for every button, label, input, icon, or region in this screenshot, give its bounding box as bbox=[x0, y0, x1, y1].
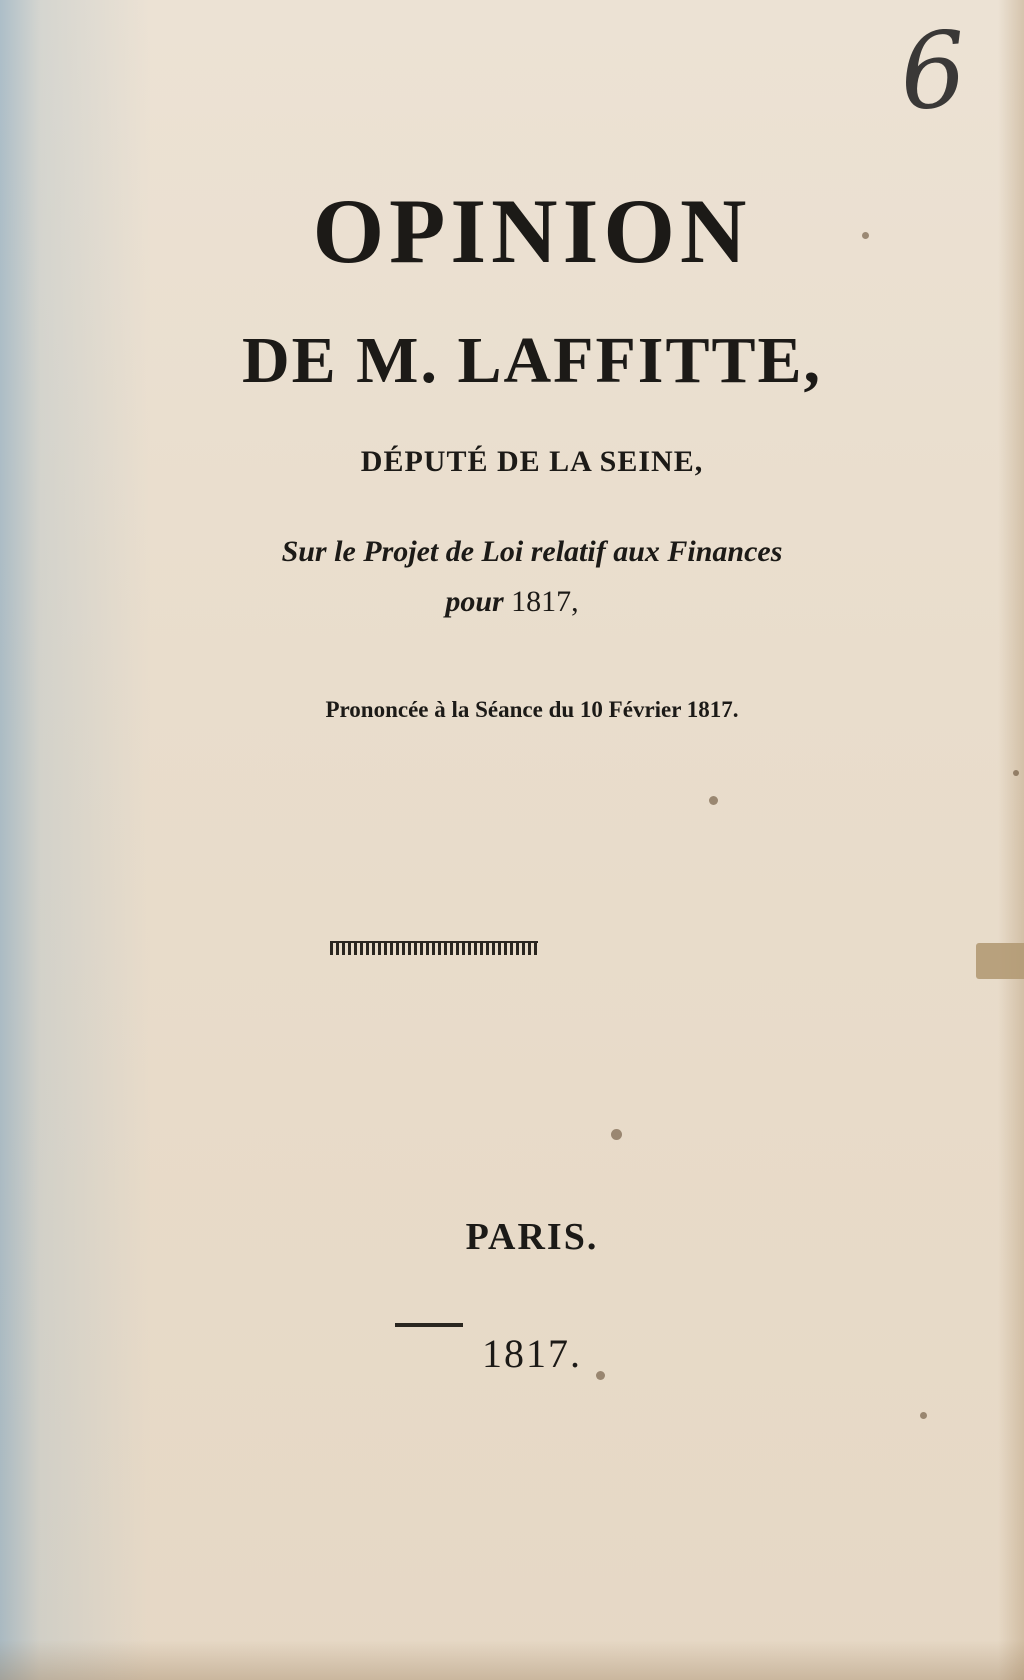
foxing-spot bbox=[862, 232, 869, 239]
foxing-spot bbox=[611, 1129, 622, 1140]
publication-year: 1817. bbox=[482, 1331, 582, 1376]
subject-line-1: Sur le Projet de Loi relatif aux Finances bbox=[281, 535, 783, 568]
author-line: DE M. LAFFITTE, bbox=[241, 324, 823, 397]
document-title: OPINION bbox=[312, 180, 752, 282]
subject-line-2 bbox=[0, 585, 1024, 619]
ornamental-divider bbox=[330, 941, 538, 955]
handwritten-number: 6 bbox=[895, 7, 971, 135]
short-rule bbox=[395, 1323, 463, 1327]
foxing-spot bbox=[1013, 770, 1019, 776]
subject-pour: pour bbox=[445, 585, 504, 618]
subject-year: 1817, bbox=[511, 585, 579, 618]
foxing-spot bbox=[920, 1412, 927, 1419]
paper-tab bbox=[976, 943, 1024, 979]
author-position: DÉPUTÉ DE LA SEINE, bbox=[360, 445, 704, 478]
page-bottom-shadow bbox=[0, 1640, 1024, 1680]
publication-place: PARIS. bbox=[465, 1216, 599, 1258]
foxing-spot bbox=[709, 796, 718, 805]
delivery-note: Prononcée à la Séance du 10 Février 1817. bbox=[325, 697, 739, 722]
foxing-spot bbox=[596, 1371, 605, 1380]
